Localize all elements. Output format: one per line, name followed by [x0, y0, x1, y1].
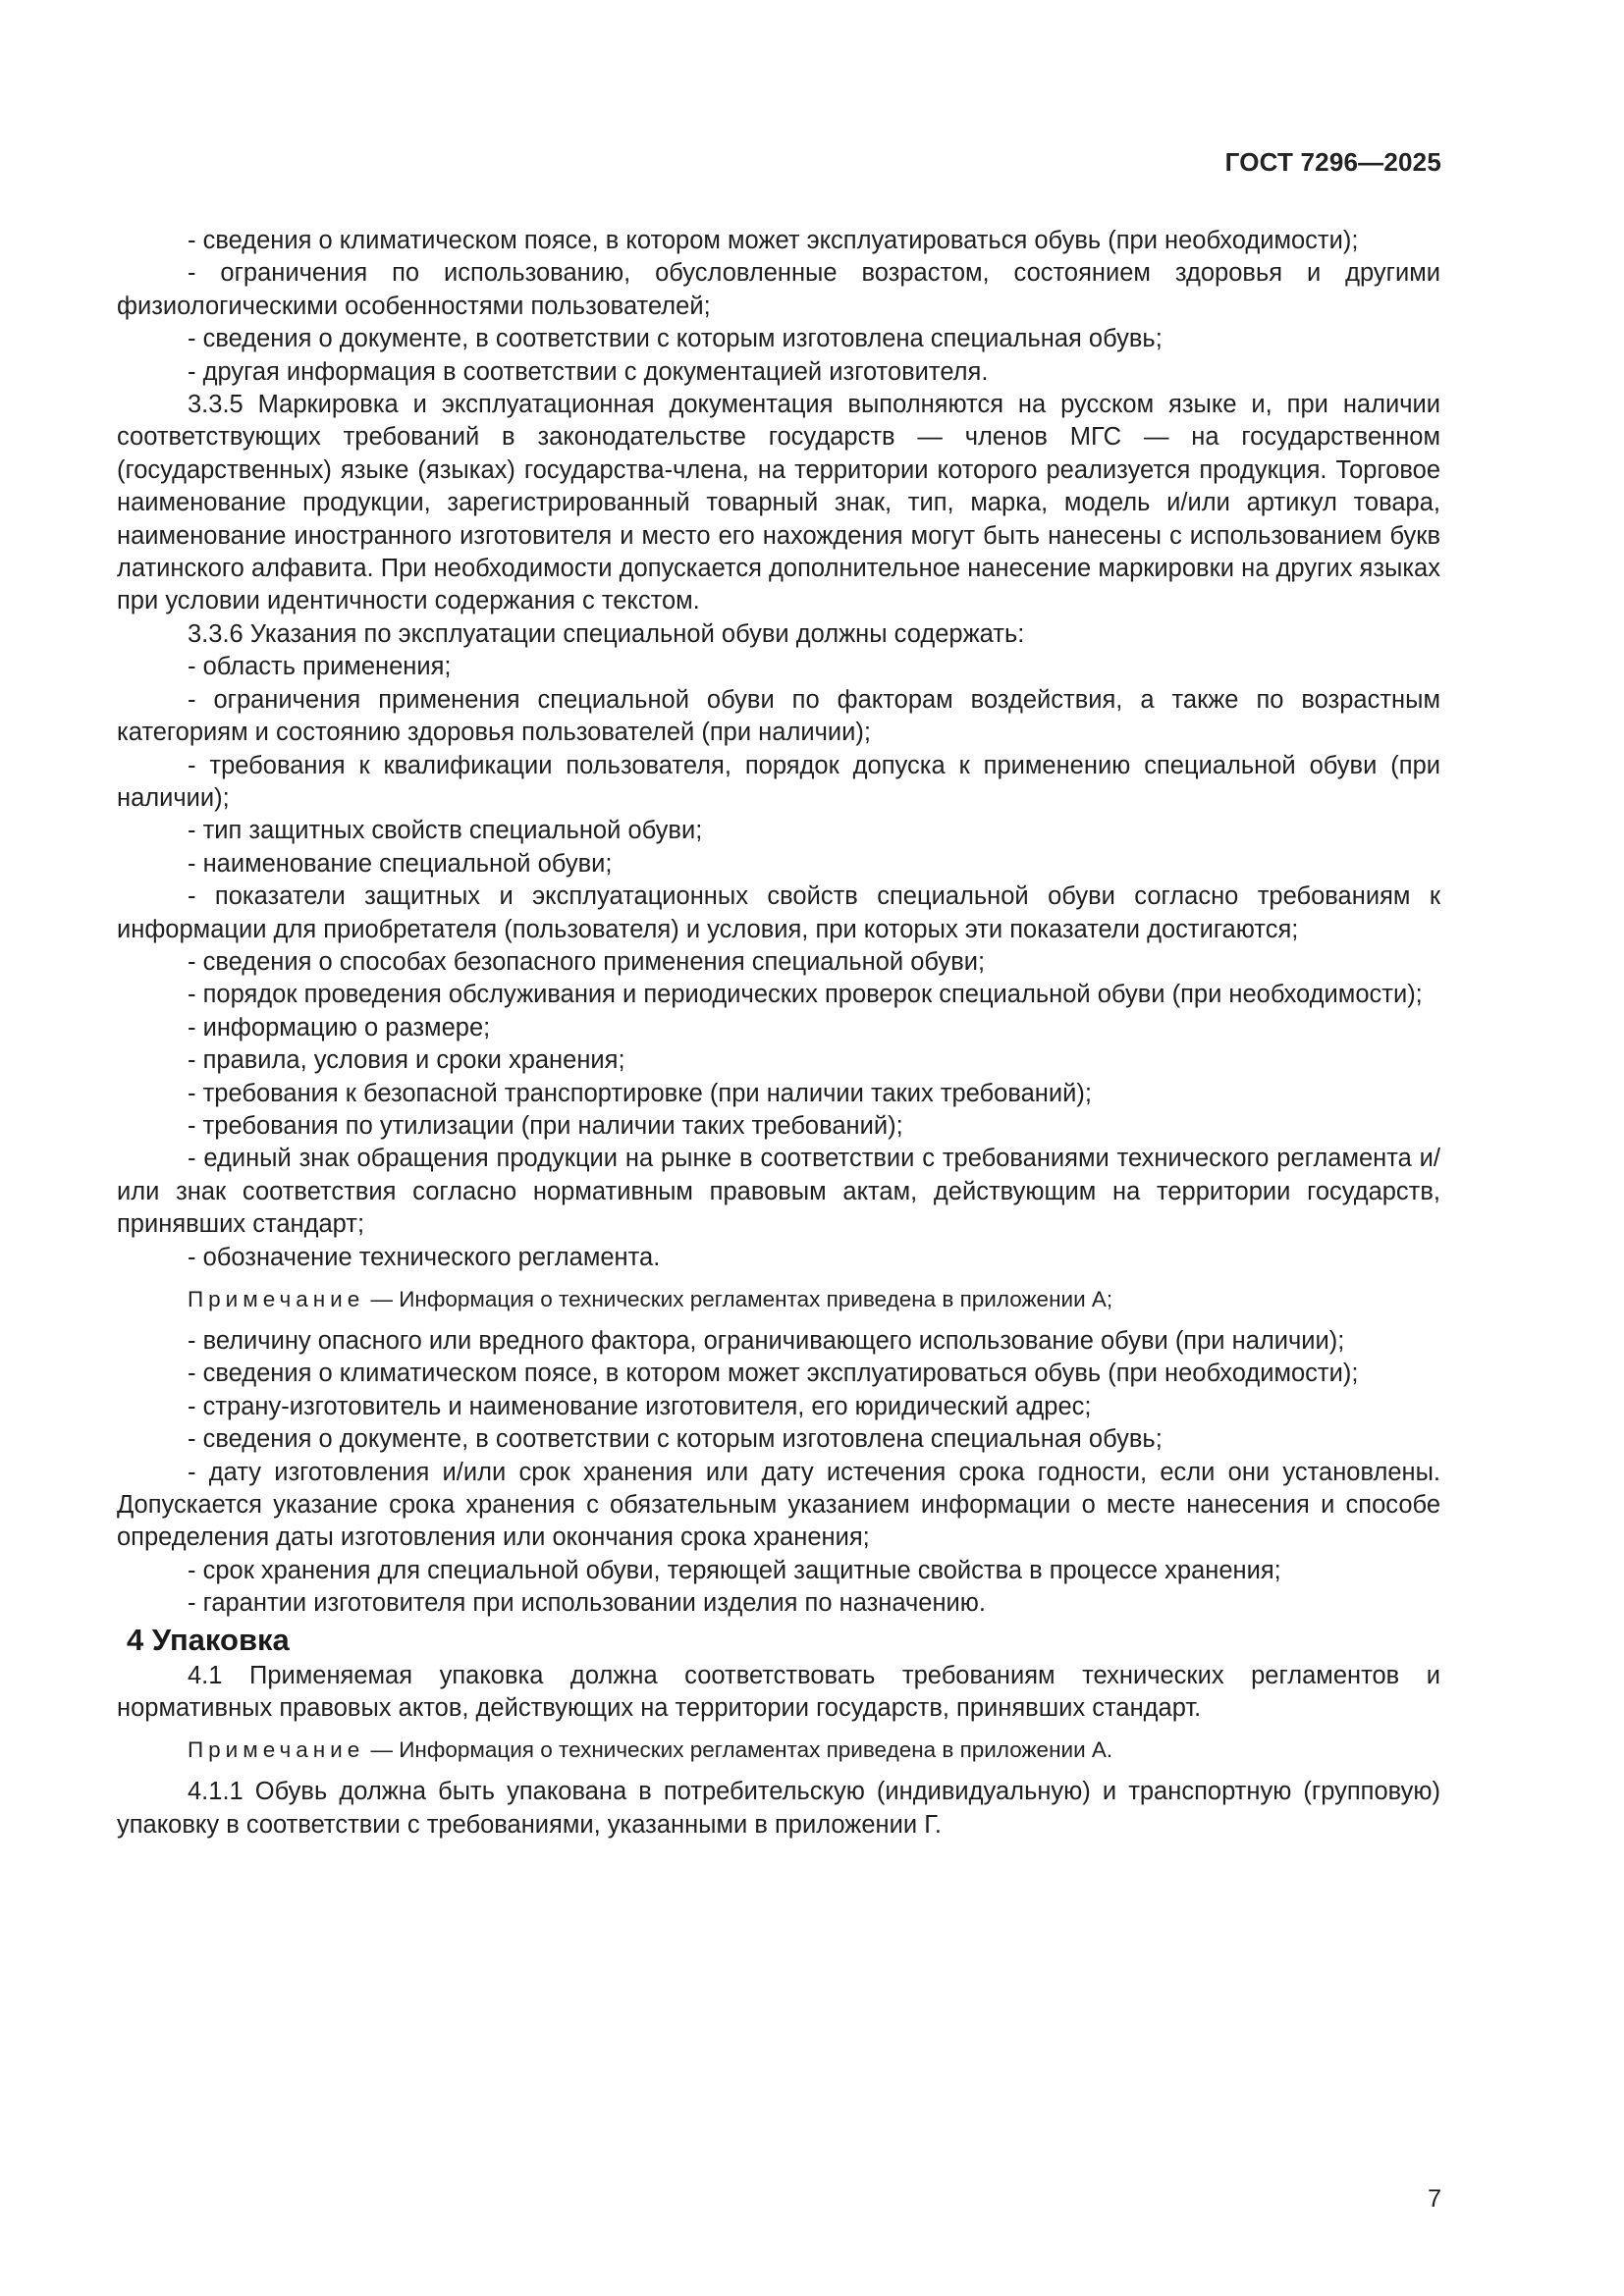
paragraph: - дату изготовления и/или срок хранения или дату истечения срока годности, если они установлены. Допускается указание срока хранения с обязательным указанием информации о месте нанесения и способе определения даты изготовления или окончания срока хранения;	[117, 1458, 1440, 1552]
paragraph: - требования к квалификации пользователя, порядок допуска к применению специальной обуви (при наличии);	[117, 751, 1440, 812]
paragraph: - сведения о документе, в соответствии с которым изготовлена специальная обувь;	[188, 325, 1163, 353]
paragraph: - другая информация в соответствии с документацией изготовителя.	[188, 357, 989, 386]
paragraph: - гарантии изготовителя при использовании изделия по назначению.	[188, 1589, 987, 1618]
note-label: Примечание	[188, 1287, 365, 1311]
note-text: — Информация о технических регламентах приведена в приложении А.	[364, 1737, 1113, 1763]
paragraph: - сведения о климатическом поясе, в котором может эксплуатироваться обувь (при необходимости);	[188, 1360, 1359, 1388]
paragraph: - порядок проведения обслуживания и периодических проверок специальной обуви (при необходимости);	[188, 981, 1423, 1009]
paragraph: - обозначение технического регламента.	[188, 1243, 661, 1271]
paragraph: - величину опасного или вредного фактора, ограничивающего использование обуви (при наличии);	[188, 1327, 1345, 1355]
page-number: 7	[1428, 2185, 1441, 2213]
paragraph: - требования к безопасной транспортировке (при наличии таких требований);	[188, 1079, 1092, 1107]
note-label: Примечание	[188, 1737, 365, 1763]
paragraph: - требования по утилизации (при наличии таких требований);	[188, 1111, 903, 1140]
paragraph: - показатели защитных и эксплуатационных свойств специальной обуви согласно требованиям к информации для приобретателя (пользователя) и условия, при которых эти показатели достигаются;	[117, 882, 1440, 943]
paragraph: 4.1 Применяемая упаковка должна соответствовать требованиям технических регламентов и нормативных правовых актов, действующих на территории государств, принявших стандарт.	[117, 1661, 1440, 1723]
section-heading: 4 Упаковка	[127, 1622, 290, 1657]
paragraph: - единый знак обращения продукции на рынке в соответствии с требованиями технического регламента и/или знак соответствия согласно нормативным правовым актам, действующим на территории государств, принявших стандарт;	[117, 1145, 1440, 1239]
document-body	[117, 225, 1440, 1842]
paragraph: - тип защитных свойств специальной обуви;	[188, 817, 703, 845]
paragraph: - ограничения по использованию, обусловленные возрастом, состоянием здоровья и другими физиологическими особенностями пользователей;	[117, 259, 1440, 320]
paragraph: - правила, условия и сроки хранения;	[188, 1046, 625, 1075]
paragraph: - ограничения применения специальной обуви по факторам воздействия, а также по возрастным категориям и состоянию здоровья пользователей (при наличии);	[117, 685, 1440, 747]
paragraph: - сведения о документе, в соответствии с которым изготовлена специальная обувь;	[188, 1425, 1163, 1454]
paragraph: - страну-изготовитель и наименование изготовителя, его юридический адрес;	[188, 1392, 1092, 1420]
paragraph: 3.3.6 Указания по эксплуатации специальной обуви должны содержать:	[188, 619, 1025, 648]
paragraph: 4.1.1 Обувь должна быть упакована в потребительскую (индивидуальную) и транспортную (групповую) упаковку в соответствии с требованиями, указанными в приложении Г.	[117, 1778, 1440, 1839]
paragraph: - сведения о способах безопасного применения специальной обуви;	[188, 947, 986, 976]
note	[117, 1735, 1440, 1766]
paragraph: - срок хранения для специальной обуви, теряющей защитные свойства в процессе хранения;	[188, 1556, 1281, 1584]
document-code: ГОСТ 7296—2025	[1224, 147, 1441, 177]
paragraph: - область применения;	[188, 653, 452, 681]
paragraph: - сведения о климатическом поясе, в котором может эксплуатироваться обувь (при необходимости);	[188, 227, 1359, 254]
note-text: — Информация о технических регламентах приведена в приложении А;	[364, 1287, 1113, 1311]
note	[117, 1284, 1440, 1315]
paragraph: - наименование специальной обуви;	[188, 849, 613, 878]
paragraph: 3.3.5 Маркировка и эксплуатационная документация выполняются на русском языке и, при наличии соответствующих требований в законодательстве государств — членов МГС — на государственном (государственных) языке (языках) государства-члена, на территории которого реализуется продукция. Торговое наименование продукции, зарегистрированный товарный знак, тип, марка, модель и/или артикул товара, наименование иностранного изготовителя и место его нахождения могут быть нанесены с использованием букв латинского алфавита. При необходимости допускается дополнительное нанесение маркировки на других языках при условии идентичности содержания с текстом.	[117, 391, 1440, 615]
paragraph: - информацию о размере;	[188, 1013, 491, 1041]
